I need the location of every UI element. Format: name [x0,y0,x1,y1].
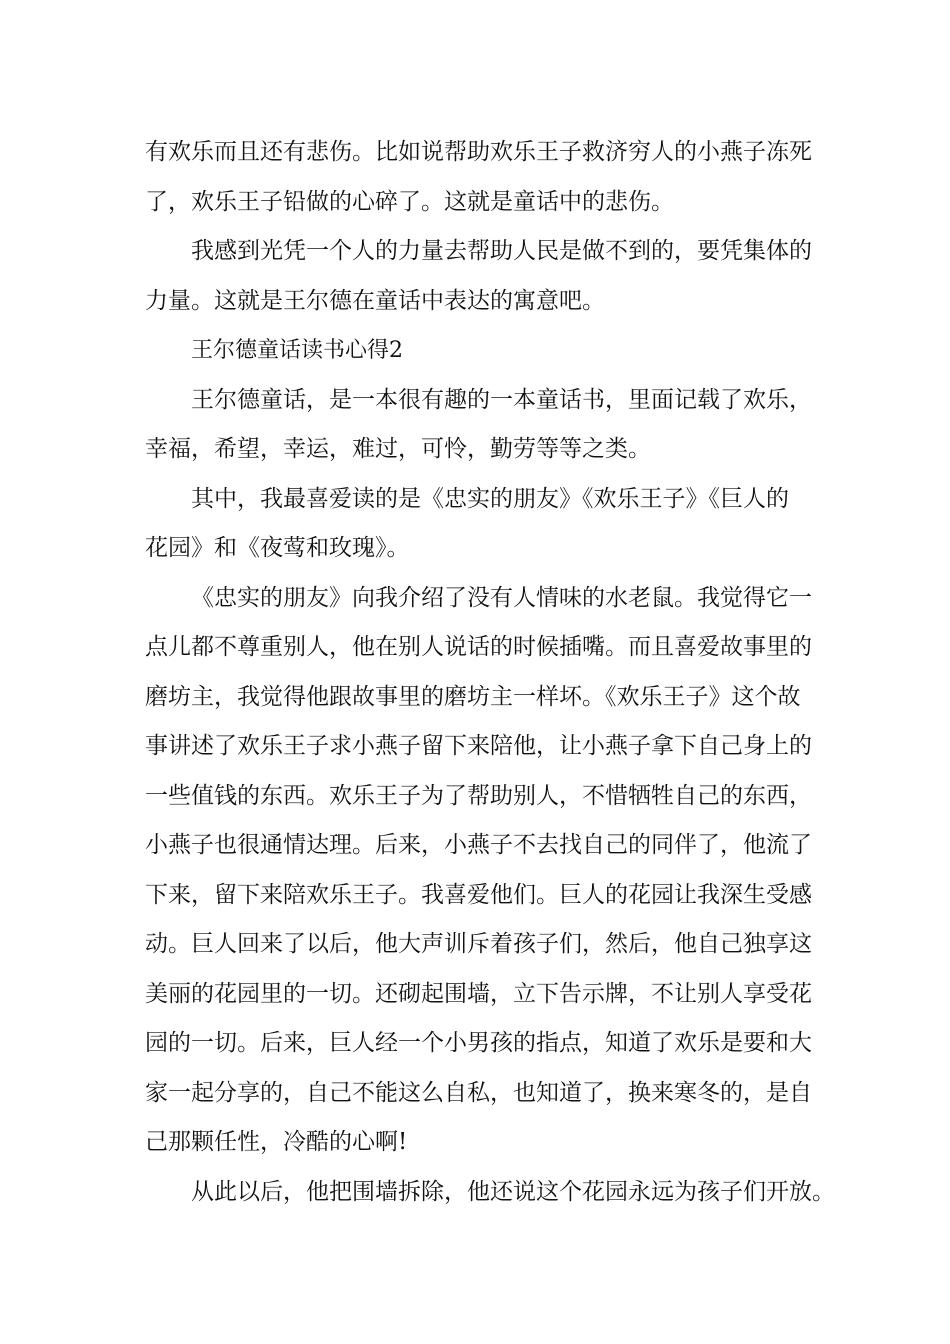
text-line: 家一起分享的，自己不能这么自私，也知道了，换来寒冬的，是自 [145,1079,812,1106]
document-body [145,128,835,1217]
text-line: 园的一切。后来，巨人经一个小男孩的指点，知道了欢乐是要和大 [145,1030,812,1056]
text-line: 磨坊主，我觉得他跟故事里的磨坊主一样坏。《欢乐王子》这个故 [145,683,801,710]
text-line: 动。巨人回来了以后，他大声训斥着孩子们，然后，他自己独享这 [145,931,812,957]
paragraph-start: 《忠实的朋友》向我介绍了没有人情味的水老鼠。我觉得它一 [191,584,812,611]
paragraph-start: 王尔德童话，是一本很有趣的一本童话书，里面记载了欢乐， [191,386,812,413]
text-line: 点儿都不尊重别人，他在别人说话的时候插嘴。而且喜爱故事里的 [145,634,812,660]
text-line: 力量。这就是王尔德在童话中表达的寓意吧。 [145,287,605,314]
paragraph-start: 我感到光凭一个人的力量去帮助人民是做不到的，要凭集体的 [191,238,812,264]
text-line: 美丽的花园里的一切。还砌起围墙，立下告示牌，不让别人享受花 [145,980,812,1007]
paragraph-start: 从此以后，他把围墙拆除，他还说这个花园永远为孩子们开放。 [191,1178,835,1205]
text-line: 幸福，希望，幸运，难过，可怜，勤劳等等之类。 [145,436,651,462]
text-line: 了，欢乐王子铅做的心碎了。这就是童话中的悲伤。 [145,188,674,215]
text-line: 小燕子也很通情达理。后来，小燕子不去找自己的同伴了，他流了 [145,832,812,858]
text-line: 己那颗任性，冷酷的心啊! [145,1129,408,1155]
text-line: 下来，留下来陪欢乐王子。我喜爱他们。巨人的花园让我深生受感 [145,881,812,908]
text-line: 花园》和《夜莺和玫瑰》。 [145,535,410,561]
text-line: 一些值钱的东西。欢乐王子为了帮助别人，不惜牺牲自己的东西， [145,782,812,809]
text-line: 有欢乐而且还有悲伤。比如说帮助欢乐王子救济穷人的小燕子冻死 [145,139,812,165]
text-line: 事讲述了欢乐王子求小燕子留下来陪他，让小燕子拿下自己身上的 [145,733,812,759]
section-heading: 王尔德童话读书心得2 [191,338,403,363]
paragraph-start: 其中，我最喜爱读的是《忠实的朋友》《欢乐王子》《巨人的 [191,485,789,512]
